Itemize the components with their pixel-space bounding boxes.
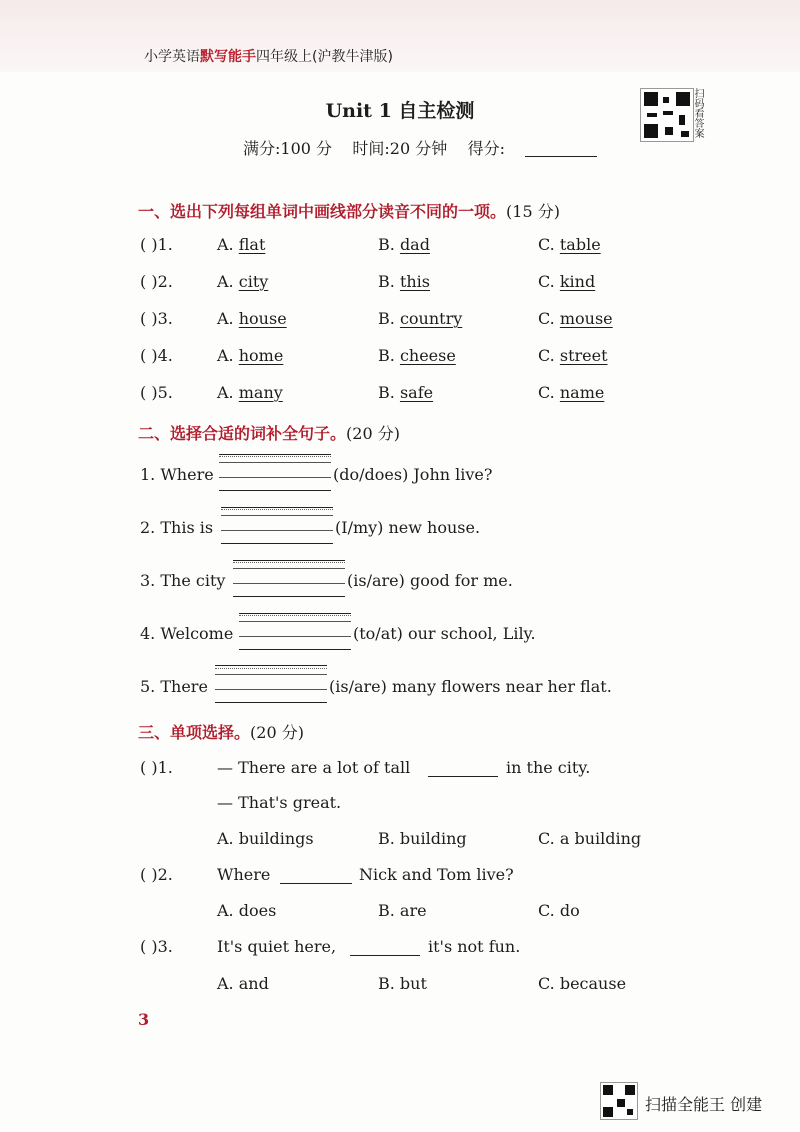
s1-q4-number[interactable]: ( )4.	[140, 346, 173, 365]
s3-q1-option-a: A. buildings	[217, 829, 314, 848]
s2-q3-top-line	[233, 560, 345, 561]
s1-q5-option-b: B. safe	[378, 383, 434, 402]
s2-q2-writing-lines[interactable]	[221, 515, 333, 531]
s2-q1-bottom-line	[219, 490, 331, 491]
s2-q4-writing-lines[interactable]	[239, 621, 351, 637]
s1-q2-option-a: A. city	[217, 272, 269, 291]
s1-q3-option-c: C. mouse	[538, 309, 613, 328]
s3-q2-text-a: Where	[217, 865, 271, 884]
s1-q1-option-a: A. flat	[217, 235, 266, 254]
s2-q5-writing-lines[interactable]	[215, 674, 327, 690]
s1-q4-option-c: C. street	[538, 346, 608, 365]
s2-q1-before: 1. Where	[140, 465, 214, 484]
s1-q1-option-c: C. table	[538, 235, 601, 254]
s1-q2-option-b: B. this	[378, 272, 430, 291]
page-number: 3	[138, 1010, 150, 1029]
s3-q2-text-b: Nick and Tom live?	[359, 865, 514, 884]
s3-q1-number[interactable]: ( )1.	[140, 758, 173, 777]
s3-q3-option-a: A. and	[217, 974, 269, 993]
score-blank[interactable]	[525, 156, 597, 157]
scanner-qr-icon	[600, 1082, 638, 1120]
s2-q2-before: 2. This is	[140, 518, 214, 537]
series-brand: 默写能手	[200, 49, 256, 65]
series-title	[144, 46, 393, 66]
s2-q2-after: (I/my) new house.	[335, 518, 481, 537]
s3-q3-text-a: It's quiet here,	[217, 937, 337, 956]
s2-q2-bottom-line	[221, 543, 333, 544]
s1-q3-option-b: B. country	[378, 309, 463, 328]
s1-q4-option-a: A. home	[217, 346, 284, 365]
full-score: 满分:100 分	[243, 139, 333, 158]
s3-q2-blank[interactable]	[280, 883, 352, 884]
s3-q3-option-c: C. because	[538, 974, 627, 993]
qr-caption: 扫码看答案	[692, 88, 703, 138]
series-suffix: 四年级上(沪教牛津版)	[256, 49, 393, 65]
s1-q4-option-b: B. cheese	[378, 346, 456, 365]
s2-q5-top-line	[215, 665, 327, 666]
section1-heading: 一、选出下列每组单词中画线部分读音不同的一项。(15 分)	[138, 202, 560, 221]
s2-q3-writing-lines[interactable]	[233, 568, 345, 584]
s3-q3-option-b: B. but	[378, 974, 427, 993]
s2-q1-after: (do/does) John live?	[333, 465, 493, 484]
s1-q3-number[interactable]: ( )3.	[140, 309, 173, 328]
s2-q3-bottom-line	[233, 596, 345, 597]
score-label: 得分:	[467, 139, 505, 158]
s3-q1-option-c: C. a building	[538, 829, 642, 848]
s2-q1-top-line	[219, 454, 331, 455]
header-band	[0, 0, 800, 72]
s3-q1-text-b: in the city.	[506, 758, 591, 777]
s3-q1-blank[interactable]	[428, 776, 498, 777]
s2-q4-after: (to/at) our school, Lily.	[353, 624, 536, 643]
s3-q3-number[interactable]: ( )3.	[140, 937, 173, 956]
s1-q1-option-b: B. dad	[378, 235, 430, 254]
section2-heading: 二、选择合适的词补全句子。(20 分)	[138, 424, 400, 443]
s3-q3-blank[interactable]	[350, 955, 420, 956]
s3-q2-option-a: A. does	[217, 901, 277, 920]
time-limit: 时间:20 分钟	[352, 139, 448, 158]
s2-q3-before: 3. The city	[140, 571, 226, 590]
s3-q2-option-b: B. are	[378, 901, 427, 920]
s3-q2-number[interactable]: ( )2.	[140, 865, 173, 884]
page-title: Unit 1 自主检测	[325, 100, 475, 122]
scanner-watermark: 扫描全能王 创建	[645, 1095, 763, 1114]
s3-q1-option-b: B. building	[378, 829, 467, 848]
s2-q5-before: 5. There	[140, 677, 208, 696]
s1-q1-number[interactable]: ( )1.	[140, 235, 173, 254]
s1-q3-option-a: A. house	[217, 309, 287, 328]
s1-q5-option-c: C. name	[538, 383, 605, 402]
s1-q5-option-a: A. many	[217, 383, 283, 402]
s2-q5-bottom-line	[215, 702, 327, 703]
series-prefix: 小学英语	[144, 49, 200, 65]
s2-q4-top-line	[239, 613, 351, 614]
s2-q3-after: (is/are) good for me.	[347, 571, 513, 590]
s2-q1-writing-lines[interactable]	[219, 462, 331, 478]
section3-heading: 三、单项选择。(20 分)	[138, 723, 304, 742]
score-info	[243, 136, 505, 159]
s3-q1-text-a: — There are a lot of tall	[217, 758, 411, 777]
s1-q2-number[interactable]: ( )2.	[140, 272, 173, 291]
s3-q3-text-b: it's not fun.	[428, 937, 521, 956]
s2-q5-after: (is/are) many flowers near her flat.	[329, 677, 612, 696]
s2-q2-top-line	[221, 507, 333, 508]
s3-q1-reply: — That's great.	[217, 793, 342, 812]
s3-q2-option-c: C. do	[538, 901, 580, 920]
s1-q5-number[interactable]: ( )5.	[140, 383, 173, 402]
s1-q2-option-c: C. kind	[538, 272, 596, 291]
s2-q4-before: 4. Welcome	[140, 624, 234, 643]
s2-q4-bottom-line	[239, 649, 351, 650]
